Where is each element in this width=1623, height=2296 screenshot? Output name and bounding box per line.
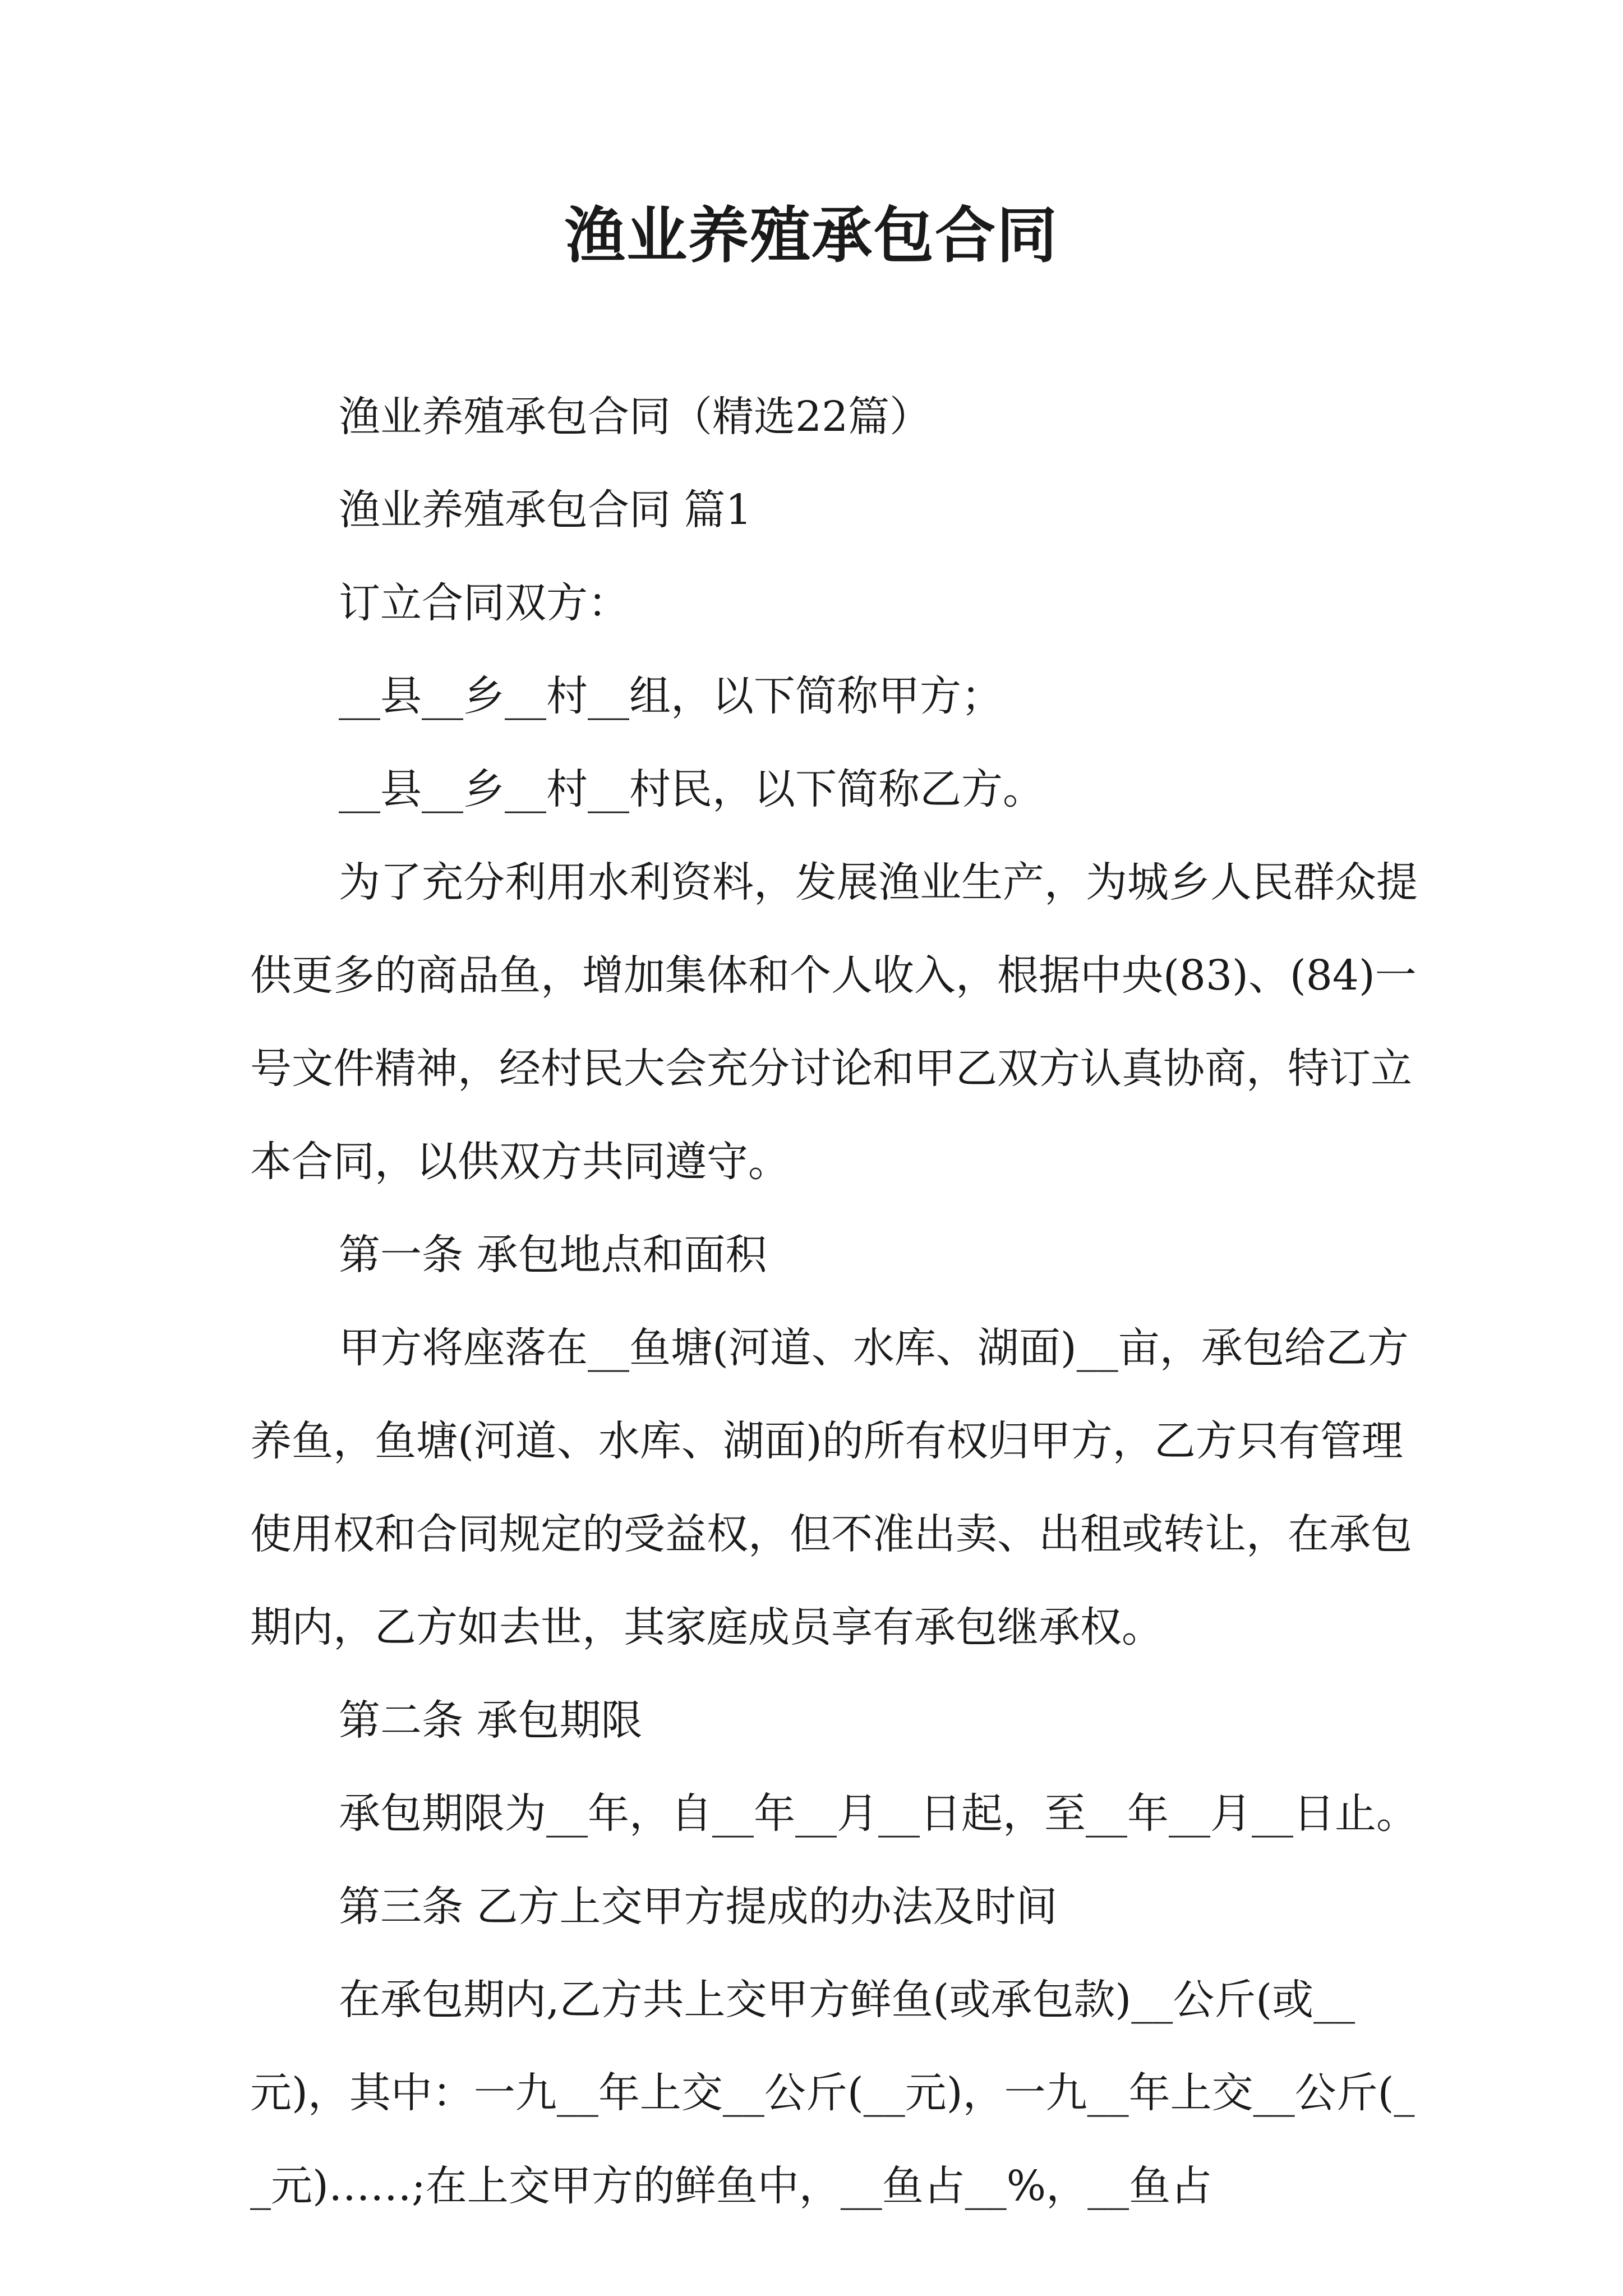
paragraph-party-a: __县__乡__村__组，以下简称甲方； (339, 672, 1003, 720)
document-title: 渔业养殖承包合同 (564, 200, 1058, 271)
paragraph-article-2-body: 承包期限为__年，自__年__月__日起，至__年__月__日止。 (339, 1789, 1418, 1838)
paragraph-subtitle: 渔业养殖承包合同（精选22篇） (339, 393, 932, 441)
paragraph-article-3-body: 在承包期内,乙方共上交甲方鲜鱼(或承包款)__公斤(或__元)，其中：一九__年上交__公斤(__元)，一九__年上交__公斤(__元)……;在上交甲方的鲜鱼中，__鱼占__%，__鱼占 (250, 1976, 1415, 2210)
document-body (250, 370, 1428, 2233)
paragraph-preamble: 为了充分利用水利资料，发展渔业生产，为城乡人民群众提供更多的商品鱼，增加集体和个人收入，根据中央(83)、(84)一号文件精神，经村民大会充分讨论和甲乙双方认真协商，特订立本合同，以供双方共同遵守。 (250, 858, 1418, 1186)
paragraph-article-3-heading: 第三条 乙方上交甲方提成的办法及时间 (339, 1883, 1058, 1931)
paragraph-article-1-heading: 第一条 承包地点和面积 (339, 1231, 767, 1279)
paragraph-article-1-body: 甲方将座落在__鱼塘(河道、水库、湖面)__亩，承包给乙方养鱼，鱼塘(河道、水库、湖面)的所有权归甲方，乙方只有管理使用权和合同规定的受益权，但不准出卖、出租或转让，在承包期内，乙方如去世，其家庭成员享有承包继承权。 (250, 1324, 1412, 1651)
paragraph-parties-heading: 订立合同双方： (339, 579, 629, 627)
paragraph-section-heading: 渔业养殖承包合同 篇1 (339, 486, 752, 534)
paragraph-party-b: __县__乡__村__村民，以下简称乙方。 (339, 765, 1044, 813)
paragraph-article-2-heading: 第二条 承包期限 (339, 1696, 643, 1745)
